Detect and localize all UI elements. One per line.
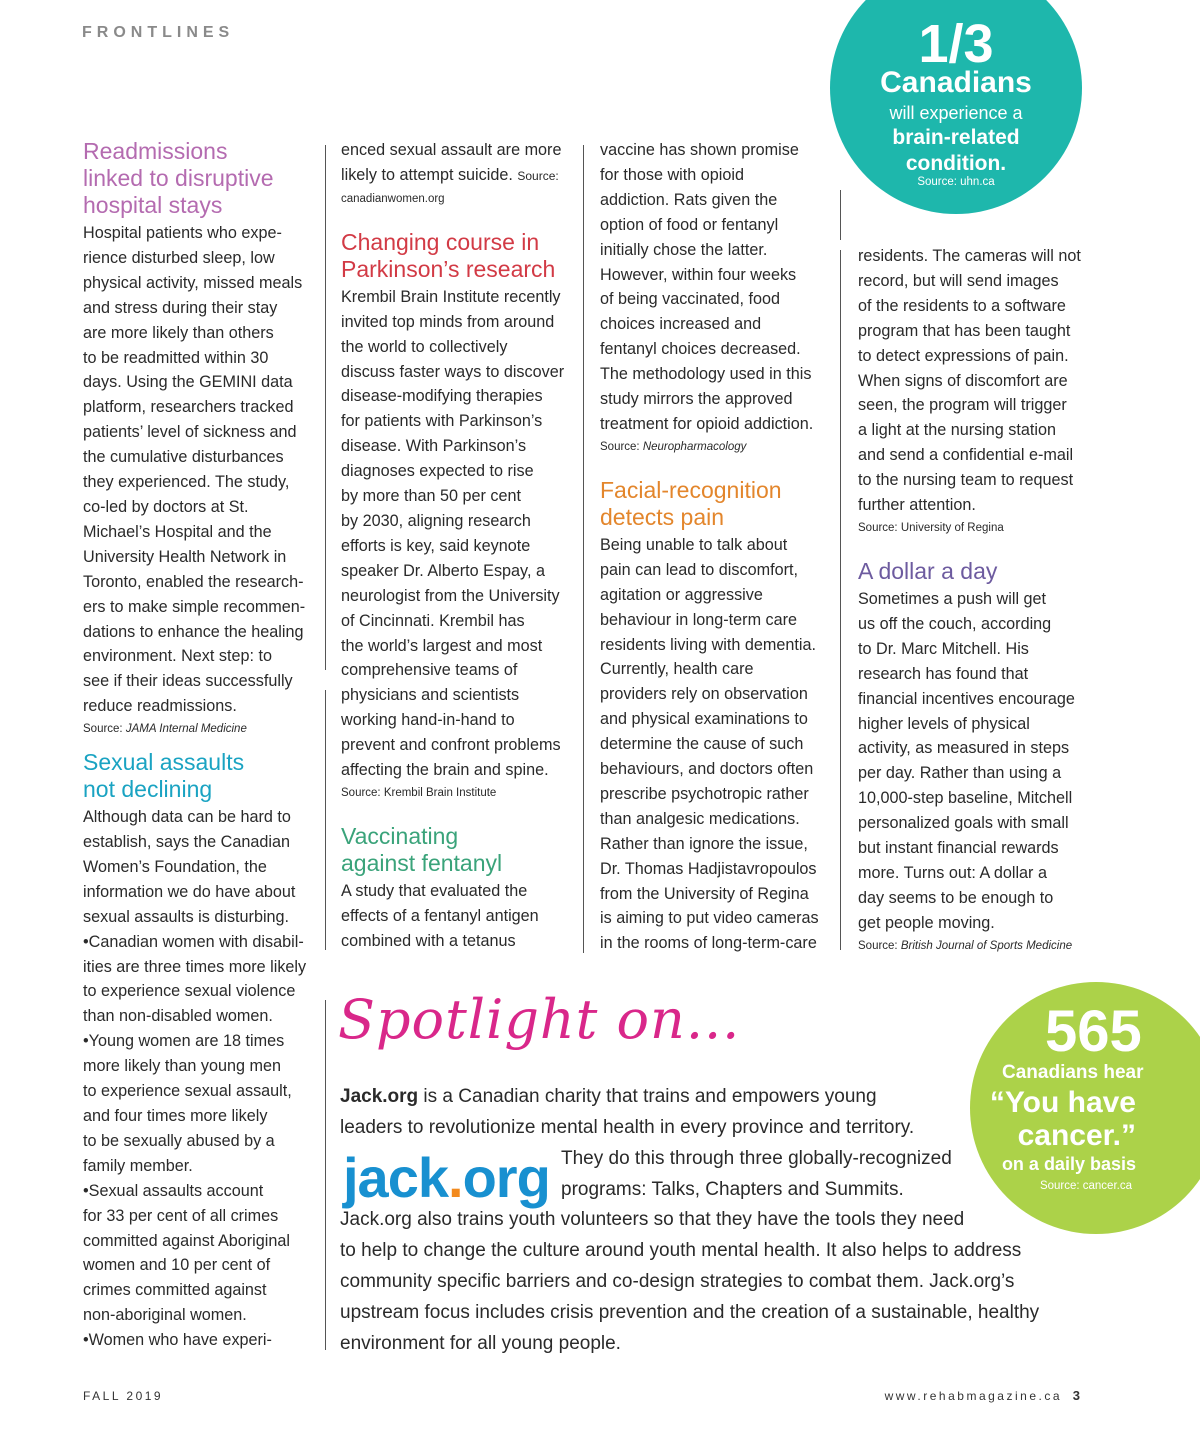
article-title-facial-recognition: Facial-recognition detects pain xyxy=(600,476,782,530)
stat-circle-brain xyxy=(830,0,1082,214)
footer-issue: FALL 2019 xyxy=(83,1389,164,1403)
jack-org-logo: jack.org xyxy=(343,1146,550,1209)
footer-url[interactable]: www.rehabmagazine.ca xyxy=(884,1389,1062,1403)
article-title-sexual-assaults: Sexual assaults not declining xyxy=(83,749,245,803)
stat-text: will experience a xyxy=(889,103,1023,123)
article-body-dollar-a-day: Sometimes a push will get us off the couch, according to Dr. Marc Mitchell. His research has found that financial incentives encourage higher levels of physical activity, as measured in steps per day. Rather than using a 10,000-step baseline, Mitchell personalized goals with small but instant financial rewards more. Turns out: A dollar a day seems to be enough to get people moving. xyxy=(858,589,1075,932)
article-source-fentanyl: Source: Neuropharmacology xyxy=(600,440,747,453)
stat-subject: Canadians hear xyxy=(1002,1062,1144,1083)
spotlight-rule xyxy=(325,1000,326,1350)
column-3 xyxy=(600,138,832,956)
column-rule xyxy=(840,190,841,240)
spotlight-body: Jack.org also trains youth volunteers so that they have the tools they need to help to change the culture around youth mental health. It also helps to address community specific barriers and co-design strategies to combat them. Jack.org’s upstream focus includes crisis prevention and the creation of a sustainable, healthy environment for all young people. xyxy=(340,1209,1040,1354)
stat-quote: “You have cancer.” xyxy=(989,1086,1136,1152)
stat-source: Source: uhn.ca xyxy=(917,176,995,188)
spotlight-title: Spotlight on... xyxy=(338,988,741,1051)
article-body-readmissions: Hospital patients who expe- rience disturbed sleep, low physical activity, missed meals and stress during their stay are more likely than others to be readmitted within 30 days. Using the GEMINI data platform, researchers tracked patients’ level of sickness and the cumulative disturbances they experienced. The study, co-led by doctors at St. Michael’s Hospital and the University Health Network in Toronto, enabled the research- ers to make simple recommen- dations to enhance the healing environment. Next step: to see if their ideas successfully reduce readmissions. xyxy=(83,224,306,716)
stat-number: 565 xyxy=(1045,999,1142,1064)
article-title-parkinsons: Changing course in Parkinson’s research xyxy=(341,228,556,282)
stat-source: Source: cancer.ca xyxy=(1039,1180,1132,1192)
article-title-fentanyl: Vaccinating against fentanyl xyxy=(341,822,503,876)
column-4 xyxy=(858,244,1090,966)
section-label: FRONTLINES xyxy=(82,24,235,41)
spotlight-programs: They do this through three globally-recognized programs: Talks, Chapters and Summits. xyxy=(561,1148,952,1200)
column-1 xyxy=(83,138,315,1353)
article-continued-fentanyl: vaccine has shown promise for those with opioid addiction. Rats given the option of food or fentanyl initially chose the latter. However, within four weeks of being vaccinated, food choices increased and fentanyl choices decreased. The methodology used in this study mirrors the approved treatment for opioid addiction. xyxy=(600,141,814,433)
article-body-facial-recognition: Being unable to talk about pain can lead to discomfort, agitation or aggressive behaviour in long-term care residents living with dementia. Currently, health care providers rely on observation and physical examinations to determine the cause of such behaviours, and doctors often prescribe psychotropic rather than analgesic medications. Rather than ignore the issue, Dr. Thomas Hadjistavropoulos from the University of Regina is aiming to put video cameras in the rooms of long-term-care xyxy=(600,535,819,953)
column-rule xyxy=(325,690,326,950)
article-body-parkinsons: Krembil Brain Institute recently invited top minds from around the world to collectively discuss faster ways to discover disease-modifying therapies for patients with Parkinson’s disease. With Parkinson’s diagnoses expected to rise by more than 50 per cent by 2030, aligning research efforts is key, said keynote speaker Dr. Alberto Espay, a neurologist from the University of Cincinnati. Krembil has the world’s largest and most comprehensive teams of physicians and scientists working hand-in-hand to prevent and confront problems affecting the brain and spine. xyxy=(341,287,565,780)
spotlight-brand: Jack.org xyxy=(340,1086,419,1107)
stat-circle-cancer xyxy=(970,982,1200,1234)
column-rule xyxy=(583,145,584,953)
article-continued-sexual-assaults: enced sexual assault are more likely to attempt suicide. Source: xyxy=(341,141,562,184)
stat-highlight-line2: condition. xyxy=(905,152,1007,175)
stat-subject: Canadians xyxy=(880,66,1032,99)
article-source-readmissions: Source: JAMA Internal Medicine xyxy=(83,723,247,736)
article-source-dollar-a-day: Source: British Journal of Sports Medicine xyxy=(858,939,1073,952)
page-number: 3 xyxy=(1072,1388,1080,1403)
column-rule xyxy=(325,145,326,670)
spotlight-intro: Jack.org is a Canadian charity that trains and empowers young leaders to revolutionize mental health in every province and territory. xyxy=(340,1086,915,1138)
stat-highlight xyxy=(830,125,1082,177)
article-continued-facial-recognition: residents. The cameras will not record, but will send images of the residents to a software program that has been taught to detect expressions of pain. When signs of discomfort are seen, the program will trigger a light at the nursing station and send a confidential e-mail to the nursing team to request further attention. xyxy=(858,247,1081,515)
column-2 xyxy=(341,138,573,954)
stat-highlight-line1: brain-related xyxy=(892,126,1020,149)
article-body-fentanyl: A study that evaluated the effects of a fentanyl antigen combined with a tetanus xyxy=(341,881,539,950)
stat-frequency: on a daily basis xyxy=(1001,1154,1136,1174)
article-body-sexual-assaults: Although data can be hard to establish, says the Canadian Women’s Foundation, the information we do have about sexual assaults is disturbing. •Canadian women with disabil- ities are three times more likely to experience sexual violence than non-disabled women. •Young women are 18 times more likely than young men to experience sexual assault, and four times more likely to be sexually abused by a family member. •Sexual assaults account for 33 per cent of all crimes committed against Aboriginal women and 10 per cent of crimes committed against non-aboriginal women. •Women who have experi- xyxy=(83,808,307,1350)
article-title-readmissions: Readmissions linked to disruptive hospital stays xyxy=(83,138,274,218)
stat-number: 1/3 xyxy=(918,14,994,74)
column-rule xyxy=(840,250,841,950)
article-source-parkinsons: Source: Krembil Brain Institute xyxy=(341,786,497,799)
article-title-dollar-a-day: A dollar a day xyxy=(858,557,998,584)
article-source-facial-recognition: Source: University of Regina xyxy=(858,521,1004,534)
article-source-sexual-assaults: canadianwomen.org xyxy=(341,192,445,205)
